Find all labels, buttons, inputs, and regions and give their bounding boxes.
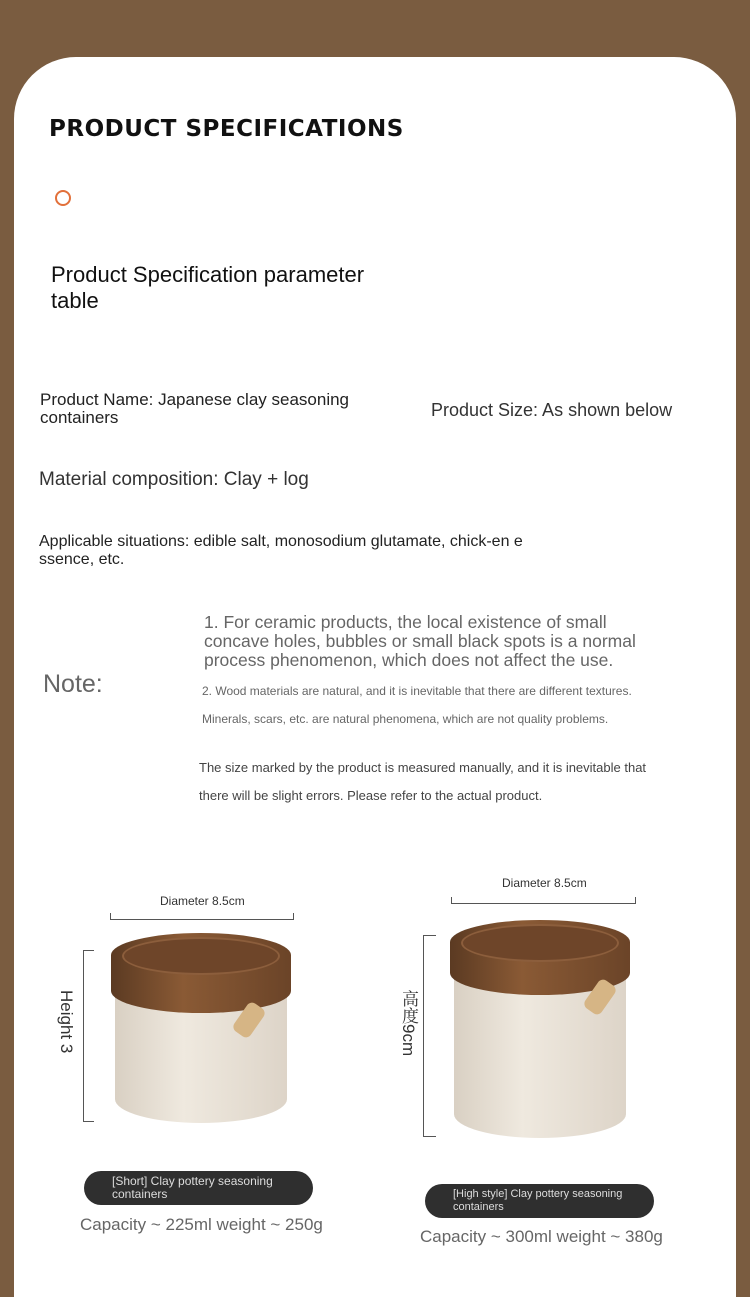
note-item-1: 1. For ceramic products, the local existence of small concave holes, bubbles or small black spots is a normal process phenomenon, which does not affect the use.: [204, 612, 636, 670]
height-label: Height 3: [57, 990, 76, 1054]
subtitle: Product Specification parameter table: [51, 262, 365, 313]
page-title: PRODUCT SPECIFICATIONS: [49, 116, 404, 142]
diameter-label: Diameter 8.5cm: [502, 876, 587, 890]
height-bracket: [83, 950, 94, 1122]
product-label-tall: [High style] Clay pottery seasoning containers: [425, 1184, 654, 1218]
product-label-short: [Short] Clay pottery seasoning containers: [84, 1171, 313, 1205]
note-item-2a: 2. Wood materials are natural, and it is inevitable that there are different textures.: [202, 684, 632, 698]
note-item-2b: Minerals, scars, etc. are natural phenomena, which are not quality problems.: [202, 712, 609, 726]
height-label: 高度9cm: [399, 990, 418, 1057]
spec-name: Product Name: Japanese clay seasoning containers: [40, 390, 350, 427]
note-size-a: The size marked by the product is measured manually, and it is inevitable that: [199, 760, 647, 775]
circle-icon: [55, 190, 71, 206]
note-label: Note:: [43, 670, 103, 698]
capacity-short: Capacity ~ 225ml weight ~ 250g: [80, 1215, 323, 1234]
tall-jar-image: [450, 920, 630, 1138]
spec-situations: Applicable situations: edible salt, monosodium glutamate, chick-en essence, etc.: [39, 533, 523, 568]
diameter-bracket: [451, 897, 636, 904]
diameter-label: Diameter 8.5cm: [160, 894, 245, 908]
note-size-b: there will be slight errors. Please refer to the actual product.: [199, 788, 543, 803]
capacity-tall: Capacity ~ 300ml weight ~ 380g: [420, 1227, 663, 1246]
spec-material: Material composition: Clay + log: [39, 469, 309, 490]
short-jar-image: [111, 933, 291, 1123]
diameter-bracket: [110, 913, 294, 920]
height-bracket: [423, 935, 436, 1137]
spec-size: Product Size: As shown below: [431, 400, 673, 420]
